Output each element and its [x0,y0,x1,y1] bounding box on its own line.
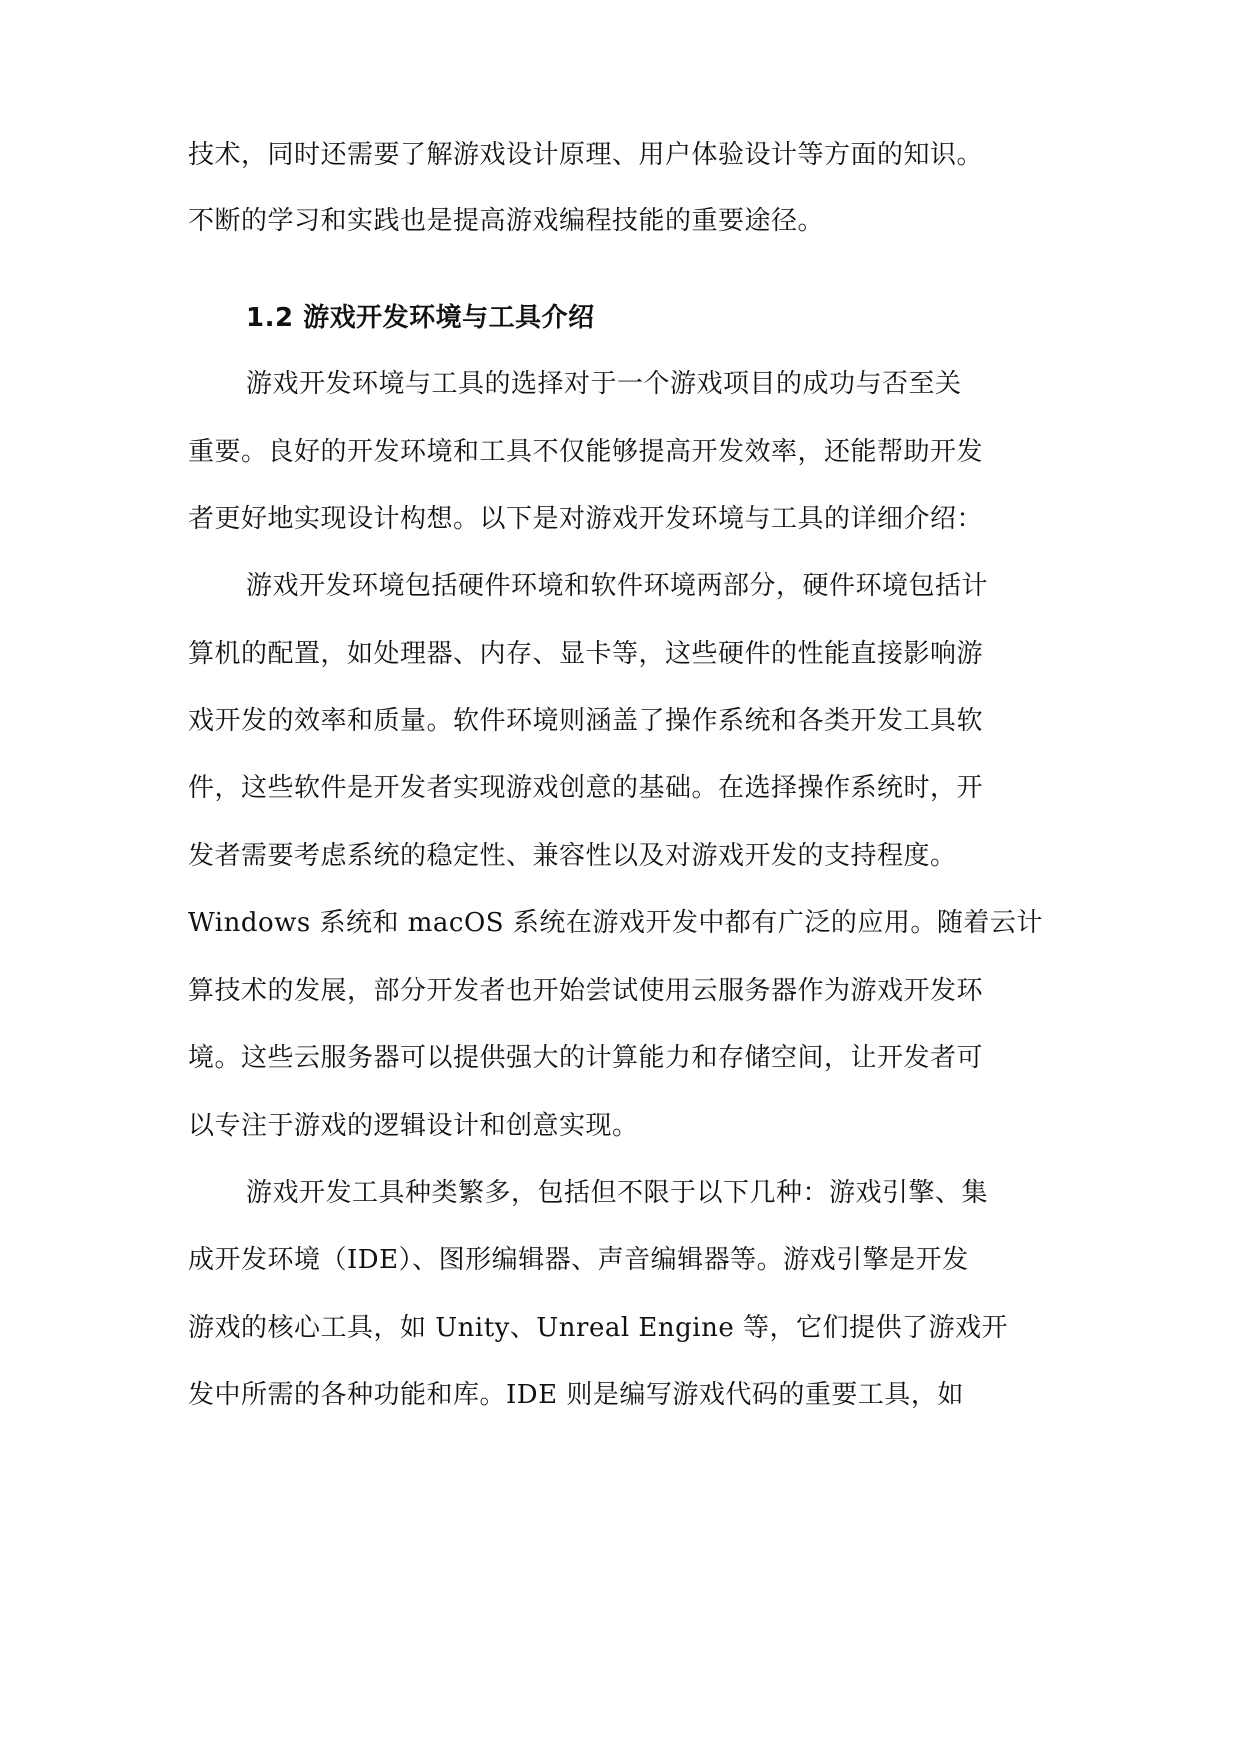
text-line: 重要。良好的开发环境和工具不仅能够提高开发效率，还能帮助开发 [188,437,984,467]
text-line: 以专注于游戏的逻辑设计和创意实现。 [188,1111,639,1141]
text-line: 发者需要考虑系统的稳定性、兼容性以及对游戏开发的支持程度。 [188,841,957,871]
text-line: 算机的配置，如处理器、内存、显卡等，这些硬件的性能直接影响游 [188,639,984,669]
text-line: 不断的学习和实践也是提高游戏编程技能的重要途径。 [188,206,825,236]
text-line: 件，这些软件是开发者实现游戏创意的基础。在选择操作系统时，开 [188,773,984,803]
text-line: 成开发环境（IDE）、图形编辑器、声音编辑器等。游戏引擎是开发 [188,1245,969,1275]
text-line: 境。这些云服务器可以提供强大的计算能力和存储空间，让开发者可 [188,1043,984,1073]
text-line: 游戏开发环境与工具的选择对于一个游戏项目的成功与否至关 [246,369,962,399]
section-heading: 1.2 游戏开发环境与工具介绍 [246,303,595,333]
text-line: 技术，同时还需要了解游戏设计原理、用户体验设计等方面的知识。 [188,140,984,170]
text-line: 发中所需的各种功能和库。IDE 则是编写游戏代码的重要工具，如 [188,1380,964,1410]
text-line: 戏开发的效率和质量。软件环境则涵盖了操作系统和各类开发工具软 [188,706,984,736]
text-line: 游戏开发工具种类繁多，包括但不限于以下几种：游戏引擎、集 [246,1178,989,1208]
text-line: 者更好地实现设计构想。以下是对游戏开发环境与工具的详细介绍： [188,504,984,534]
text-line: Windows 系统和 macOS 系统在游戏开发中都有广泛的应用。随着云计 [188,908,1043,938]
text-line: 游戏开发环境包括硬件环境和软件环境两部分，硬件环境包括计 [246,571,989,601]
text-line: 算技术的发展，部分开发者也开始尝试使用云服务器作为游戏开发环 [188,976,984,1006]
text-line: 游戏的核心工具，如 Unity、Unreal Engine 等，它们提供了游戏开 [188,1313,1009,1343]
